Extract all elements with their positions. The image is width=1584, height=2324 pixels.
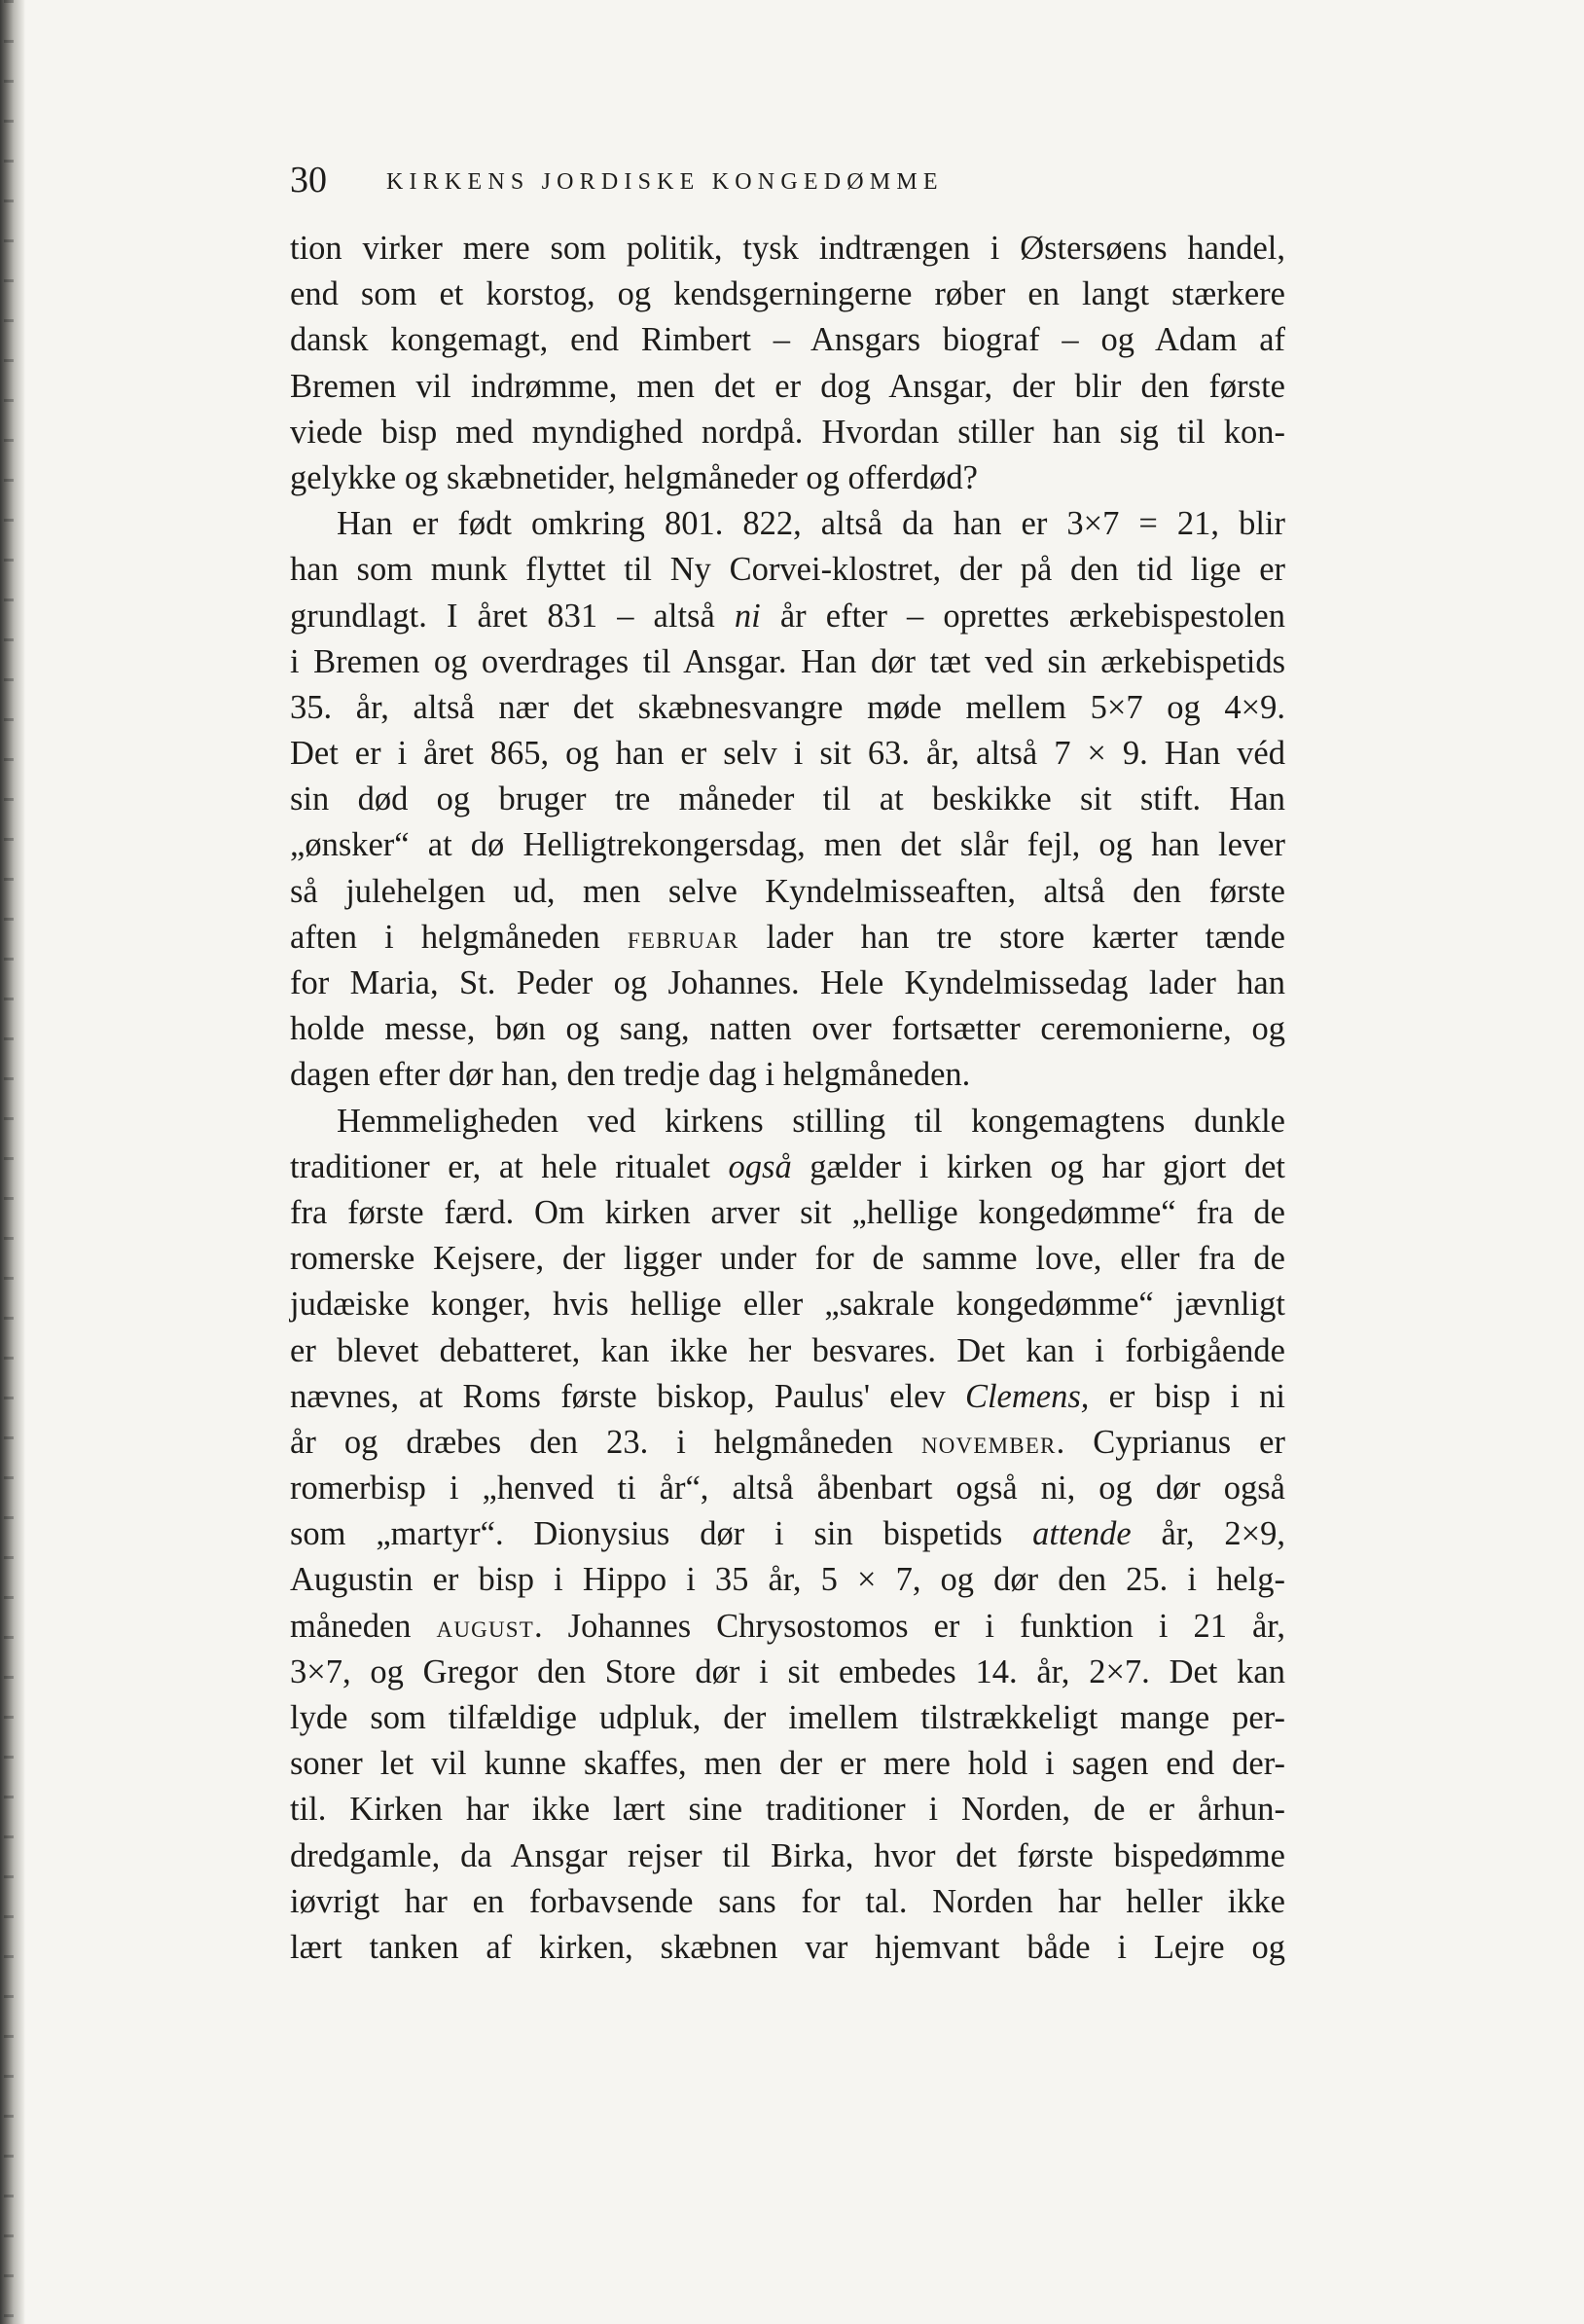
text-line: i Bremen og overdrages til Ansgar. Han dør tæt ved sin ærkebispetids [290,642,1285,680]
text-line: Augustin er bisp i Hippo i 35 år, 5 × 7, og dør den 25. i helg- [290,1561,1285,1599]
text-segment: år, 2×9, [1131,1515,1285,1553]
text-segment: traditioner er, at hele ritualet [290,1147,729,1185]
text-line [290,1144,1285,1190]
text-segment: lader han tre store kærter tænde [738,918,1285,956]
text-line: tion virker mere som politik, tysk indtrængen i Østersøens handel, [290,230,1285,267]
text-line: lyde som tilfældige udpluk, der imellem tilstrækkeligt mange per- [290,1699,1285,1736]
text-line: romerske Kejsere, der ligger under for de samme love, eller fra de [290,1240,1285,1278]
text-line: dredgamle, da Ansgar rejser til Birka, hvor det første bispedømme [290,1836,1285,1874]
page-number: 30 [290,160,327,200]
text-segment: grundlagt. I året 831 – altså [290,597,735,635]
small-caps-segment: AUGUST [436,1616,535,1642]
text-segment: er bisp i ni [1089,1377,1286,1415]
small-caps-segment: NOVEMBER [920,1433,1057,1458]
text-line: Han er født omkring 801. 822, altså da han er 3×7 = 21, blir [337,505,1285,543]
text-line: viede bisp med myndighed nordpå. Hvordan stiller han sig til kon- [290,413,1285,451]
text-segment: år og dræbes den 23. i helgmåneden [290,1423,921,1461]
text-line [290,1511,1285,1557]
running-title: KIRKENS JORDISKE KONGEDØMME [386,169,944,195]
text-line [290,1604,1285,1650]
italic-segment: ni [734,597,761,635]
text-segment: som „martyr“. Dionysius dør i sin bispetids [290,1515,1033,1553]
text-line: judæiske konger, hvis hellige eller „sakrale kongedømme“ jævnligt [290,1286,1285,1324]
text-segment: aften i helgmåneden [290,918,628,956]
page-header [290,156,1302,204]
text-line: han som munk flyttet til Ny Corvei-klostret, der på den tid lige er [290,551,1285,589]
text-line: Bremen vil indrømme, men det er dog Ansgar, der blir den første [290,367,1285,405]
text-line: for Maria, St. Peder og Johannes. Hele Kyndelmissedag lader han [290,964,1285,1001]
text-line: romerbisp i „henved ti år“, altså åbenbart også ni, og dør også [290,1470,1285,1507]
text-line: lært tanken af kirken, skæbnen var hjemvant både i Lejre og [290,1928,1285,1966]
text-segment: gælder i kirken og har gjort det [791,1147,1285,1185]
text-segment: nævnes, at Roms første biskop, Paulus' elev [290,1377,965,1415]
text-line: fra første færd. Om kirken arver sit „hellige kongedømme“ fra de [290,1193,1285,1231]
text-line: Det er i året 865, og han er selv i sit 63. år, altså 7 × 9. Han véd [290,735,1285,773]
text-line [290,1420,1285,1466]
italic-segment: attende [1032,1515,1132,1553]
text-line: er blevet debatteret, kan ikke her besvares. Det kan i forbigående [290,1331,1285,1369]
text-line [290,915,1285,961]
body-text [290,226,1285,1971]
text-line: end som et korstog, og kendsgerningerne røber en langt stærkere [290,275,1285,313]
text-segment: år efter – oprettes ærkebispestolen [760,597,1285,635]
text-line: 3×7, og Gregor den Store dør i sit embedes 14. år, 2×7. Det kan [290,1652,1285,1690]
text-line: til. Kirken har ikke lært sine traditioner i Norden, de er århun- [290,1791,1285,1829]
text-line: dagen efter dør han, den tredje dag i helgmåneden. [290,1056,971,1094]
text-line: 35. år, altså nær det skæbnesvangre møde mellem 5×7 og 4×9. [290,688,1285,726]
text-line: „ønsker“ at dø Helligtrekongersdag, men det slår fejl, og han lever [290,826,1285,864]
text-segment: måneden [290,1607,437,1645]
binding-marks [4,0,14,2324]
text-line [290,1374,1285,1420]
italic-segment: Clemens, [964,1377,1090,1415]
text-line [290,594,1285,639]
text-segment: . Johannes Chrysostomos er i funktion i 21 år, [534,1607,1285,1645]
text-line: dansk kongemagt, end Rimbert – Ansgars biograf – og Adam af [290,321,1285,359]
text-line: iøvrigt har en forbavsende sans for tal. Norden har heller ikke [290,1882,1285,1920]
italic-segment: også [728,1147,792,1185]
text-line: så julehelgen ud, men selve Kyndelmisseaften, altså den første [290,872,1285,910]
text-line: Hemmeligheden ved kirkens stilling til kongemagtens dunkle [337,1102,1285,1140]
text-line: gelykke og skæbnetider, helgmåneder og offerdød? [290,458,978,496]
text-line: sin død og bruger tre måneder til at beskikke sit stift. Han [290,781,1285,818]
text-segment: . Cyprianus er [1056,1423,1285,1461]
text-line: soner let vil kunne skaffes, men der er mere hold i sagen end der- [290,1745,1285,1783]
text-line: holde messe, bøn og sang, natten over fortsætter ceremonierne, og [290,1010,1285,1048]
small-caps-segment: FEBRUAR [627,927,739,953]
